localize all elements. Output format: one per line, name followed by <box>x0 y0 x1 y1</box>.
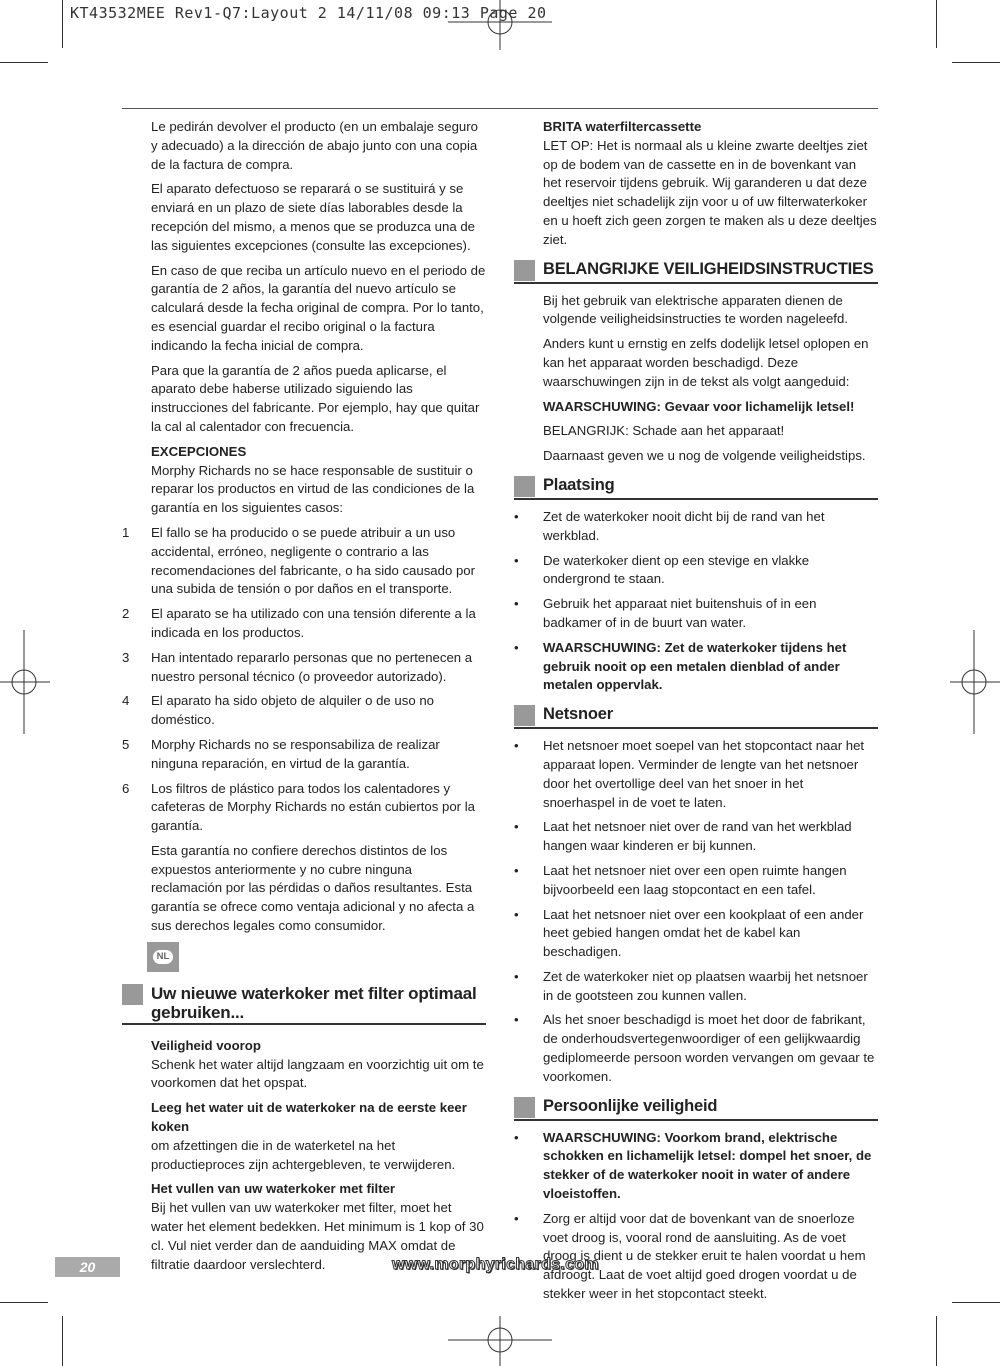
left-column <box>122 118 486 1280</box>
section-heading <box>514 260 878 284</box>
list-item: • Zet de waterkoker niet op plaatsen waarbij het netsnoer in de gootsteen zou kunnen vallen. <box>514 968 878 1006</box>
heading-square-icon <box>514 260 535 281</box>
crop-mark <box>0 62 48 63</box>
list-item <box>122 780 486 836</box>
subsection-title: Het vullen van uw waterkoker met filter <box>151 1181 396 1197</box>
crop-mark <box>936 1316 937 1366</box>
paragraph: Bij het gebruik van elektrische apparaten dienen de volgende veiligheidsinstructies te worden nageleefd. <box>543 292 848 327</box>
section-heading <box>514 705 878 729</box>
item-text: Als het snoer beschadigd is moet het door de fabrikant, de onderhoudsvertegenwoordiger of een gelijkwaardig gediplomeerde persoon worden vervangen om gevaar te voorkomen. <box>543 1012 875 1084</box>
list-item: • Laat het netsnoer niet over een open ruimte hangen bijvoorbeeld een laag stopcontact en een tafel. <box>514 862 878 900</box>
list-item <box>122 736 486 774</box>
list-item: • Zorg er altijd voor dat de bovenkant van de snoerloze voet droog is, vooral rond de aansluiting. As de voet droog is dient u de stekker eruit te halen voordat u hem afdroogt. Laat de voet altijd goed drogen voordat u de stekker weer in het stopcontact steekt. <box>514 1210 878 1304</box>
paragraph: Anders kunt u ernstig en zelfs dodelijk letsel oplopen en kan het apparaat worden beschadigd. Deze waarschuwingen zijn in de tekst als volgt aangeduid: <box>543 336 869 389</box>
list-item: • Het netsnoer moet soepel van het stopcontact naar het apparaat lopen. Verminder de lengte van het netsnoer door het overtollige deel van het snoer in het snoerhaspel in de voet te laten. <box>514 737 878 812</box>
item-number: 2 <box>122 606 130 622</box>
item-text: El aparato ha sido objeto de alquiler o de uso no doméstico. <box>151 693 435 728</box>
list-item: • Zet de waterkoker nooit dicht bij de rand van het werkblad. <box>514 508 878 546</box>
list-item: • WAARSCHUWING: Zet de waterkoker tijdens het gebruik nooit op een metalen dienblad of ander metalen oppervlak. <box>514 639 878 695</box>
heading-text: BELANGRIJKE VEILIGHEIDSINSTRUCTIES <box>543 259 874 278</box>
item-number: 5 <box>122 736 130 752</box>
crop-mark <box>952 1302 1000 1303</box>
list-item: • WAARSCHUWING: Voorkom brand, elektrische schokken en lichamelijk letsel: dompel het snoer, de stekker of de waterkoker nooit in water of andere vloeistoffen. <box>514 1129 878 1204</box>
subsection-text: om afzettingen die in de waterketel na het productieproces zijn achtergebleven, te verwijderen. <box>151 1137 456 1172</box>
list-item <box>122 649 486 687</box>
heading-text: Plaatsing <box>543 475 615 494</box>
brita-text: LET OP: Het is normaal als u kleine zwarte deeltjes ziet op de bodem van de cassette en in de bovenkant van het reservoir tijdens gebruik. Wij garanderen u dat deze deeltjes niet schadelijk zijn voor u of uw filterwaterkoker en u hoeft zich geen zorgen te maken als u deze deeltjes ziet. <box>543 137 877 247</box>
item-number: 6 <box>122 780 130 796</box>
item-text: Morphy Richards no se responsabiliza de realizar ninguna reparación, en virtud de la garantía. <box>151 736 440 771</box>
subsection-title: Veiligheid voorop <box>151 1037 261 1053</box>
paragraph: Daarnaast geven we u nog de volgende veiligheidstips. <box>543 448 866 464</box>
section-heading <box>514 476 878 500</box>
item-text: El fallo se ha producido o se puede atribuir a un uso accidental, erróneo, negligente o contrario a las recomendaciones del fabricante, o ha sido causado por una subida de tensión o por daños en el transporte. <box>151 524 476 597</box>
paragraph: BELANGRIJK: Schade aan het apparaat! <box>543 423 785 439</box>
crop-mark <box>0 1302 48 1303</box>
item-text: De waterkoker dient op een stevige en vlakke ondergrond te staan. <box>543 552 810 587</box>
section-heading <box>514 1097 878 1121</box>
item-number: 4 <box>122 693 130 709</box>
list-item: • Gebruik het apparaat niet buitenshuis of in een badkamer of in de buurt van water. <box>514 595 878 633</box>
exceptions-text: Morphy Richards no se hace responsable de sustituir o reparar los productos en virtud de las condiciones de la garantía en los siguientes casos: <box>151 462 475 516</box>
paragraph: En caso de que reciba un artículo nuevo en el periodo de garantía de 2 años, la garantía del nuevo artículo se calculará desde la fecha original de compra. Por lo tanto, es esencial guardar el recibo original o la factura indicando la fecha inicial de compra. <box>151 262 486 353</box>
heading-square-icon <box>122 984 143 1005</box>
item-text: Laat het netsnoer niet over een kookplaat of een ander heet gebied hangen omdat het de kabel kan beschadigen. <box>543 906 864 960</box>
paragraph: El aparato defectuoso se reparará o se sustituirá y se enviará en un plazo de siete días laborables desde la recepción del mismo, a menos que se produzca una de las siguientes excepciones (consulte las excepciones). <box>151 181 476 253</box>
list-item <box>122 524 486 599</box>
crop-mark <box>936 0 937 48</box>
list-item <box>122 692 486 730</box>
item-number: 3 <box>122 649 130 665</box>
subsection-text: Bij het vullen van uw waterkoker met filter, moet het water het element bedekken. Het minimum is 1 kop of 30 cl. Vul niet verder dan de aanduiding MAX omdat de filtratie daardoor verslechterd. <box>151 1200 484 1272</box>
exceptions-title: EXCEPCIONES <box>151 443 247 459</box>
item-text: Los filtros de plástico para todos los calentadores y cafeteras de Morphy Richards no están cubiertos por la garantía. <box>151 780 475 834</box>
registration-mark-icon <box>950 630 1000 734</box>
item-number: 1 <box>122 524 130 540</box>
list-item: • De waterkoker dient op een stevige en vlakke ondergrond te staan. <box>514 552 878 590</box>
item-text: Zet de waterkoker nooit dicht bij de rand van het werkblad. <box>543 508 825 543</box>
right-column <box>514 118 878 1310</box>
brita-block <box>543 118 878 250</box>
header-rule <box>122 108 878 109</box>
item-text: Zorg er altijd voor dat de bovenkant van de snoerloze voet droog is, vooral rond de aansluiting. As de voet droog is dient u de stekker eruit te halen voordat u hem afdroogt. Laat de voet altijd goed drogen voordat u de stekker weer in het stopcontact steekt. <box>543 1210 866 1302</box>
crop-mark <box>62 1316 63 1366</box>
subsection-title: Leeg het water uit de waterkoker na de eerste keer koken <box>151 1100 467 1135</box>
item-text: Het netsnoer moet soepel van het stopcontact naar het apparaat lopen. Verminder de lengte van het netsnoer door het overtollige deel van het snoer in het snoerhaspel in de voet te laten. <box>543 738 865 810</box>
item-text: Laat het netsnoer niet over de rand van het werkblad hangen waar kinderen er bij kunnen. <box>543 819 852 854</box>
registration-mark-icon <box>448 0 552 50</box>
list-item: • Laat het netsnoer niet over een kookplaat of een ander heet gebied hangen omdat het de kabel kan beschadigen. <box>514 906 878 962</box>
item-text: Gebruik het apparaat niet buitenshuis of in een badkamer of in de buurt van water. <box>543 596 817 630</box>
subsection <box>151 1037 486 1093</box>
heading-square-icon <box>514 1097 535 1118</box>
list-item: • Laat het netsnoer niet over de rand van het werkblad hangen waar kinderen er bij kunnen. <box>514 818 878 856</box>
registration-mark-icon <box>0 630 50 734</box>
printer-slug: KT43532MEE Rev1-Q7:Layout 2 14/11/08 09:13 Page 20 <box>70 4 547 22</box>
subsection-text: Schenk het water altijd langzaam en voorzichtig uit om te voorkomen dat het opspat. <box>151 1056 484 1091</box>
paragraph: Esta garantía no confiere derechos distintos de los expuestos anteriormente y no cubre ninguna reclamación por las pérdidas o daños resultantes. Esta garantía se ofrece como ventaja adicional y no afecta a sus derechos legales como consumidor. <box>151 842 475 934</box>
list-item <box>122 605 486 643</box>
crop-mark <box>62 0 63 48</box>
heading-square-icon <box>514 476 535 497</box>
language-badge <box>147 942 179 972</box>
language-badge-label: NL <box>153 950 174 964</box>
list-item: • Als het snoer beschadigd is moet het door de fabrikant, de onderhoudsvertegenwoordiger of een gelijkwaardig gediplomeerde persoon worden vervangen om gevaar te voorkomen. <box>514 1011 878 1086</box>
page-number: 20 <box>55 1257 120 1277</box>
paragraph: Para que la garantía de 2 años pueda aplicarse, el aparato debe haberse utilizado siguiendo las instrucciones del fabricante. Por ejemplo, hay que quitar la cal al calentador con frecuencia. <box>151 362 480 434</box>
item-text: Zet de waterkoker niet op plaatsen waarbij het netsnoer in de gootsteen zou kunnen vallen. <box>543 968 868 1003</box>
exceptions-list <box>122 524 486 836</box>
item-text: Laat het netsnoer niet over een open ruimte hangen bijvoorbeeld een laag stopcontact en een tafel. <box>543 862 847 897</box>
section-heading <box>122 984 486 1025</box>
exceptions-block <box>151 443 486 518</box>
crop-mark <box>952 62 1000 63</box>
website-url: www.morphyrichards.com <box>392 1256 599 1273</box>
item-text: Han intentado repararlo personas que no pertenecen a nuestro personal técnico (o proveedor autorizado). <box>151 649 473 684</box>
item-text: WAARSCHUWING: Zet de waterkoker tijdens het gebruik nooit op een metalen dienblad of ander metalen oppervlak. <box>543 639 847 693</box>
subsection <box>151 1099 486 1174</box>
item-text: El aparato se ha utilizado con una tensión diferente a la indicada en los productos. <box>151 606 476 640</box>
warning-text: WAARSCHUWING: Gevaar voor lichamelijk letsel! <box>543 398 855 414</box>
brita-title: BRITA waterfiltercassette <box>543 119 702 134</box>
registration-mark-icon <box>448 1316 552 1366</box>
item-text: WAARSCHUWING: Voorkom brand, elektrische schokken en lichamelijk letsel: dompel het snoer, de stekker of de waterkoker nooit in water of andere vloeistoffen. <box>543 1129 872 1202</box>
heading-square-icon <box>514 705 535 726</box>
heading-text: Netsnoer <box>543 705 613 724</box>
heading-text: Uw nieuwe waterkoker met filter optimaal gebruiken... <box>151 983 477 1022</box>
paragraph: Le pedirán devolver el producto (en un embalaje seguro y adecuado) a la dirección de abajo junto con una copia de la factura de compra. <box>151 119 478 172</box>
heading-text: Persoonlijke veiligheid <box>543 1096 718 1115</box>
